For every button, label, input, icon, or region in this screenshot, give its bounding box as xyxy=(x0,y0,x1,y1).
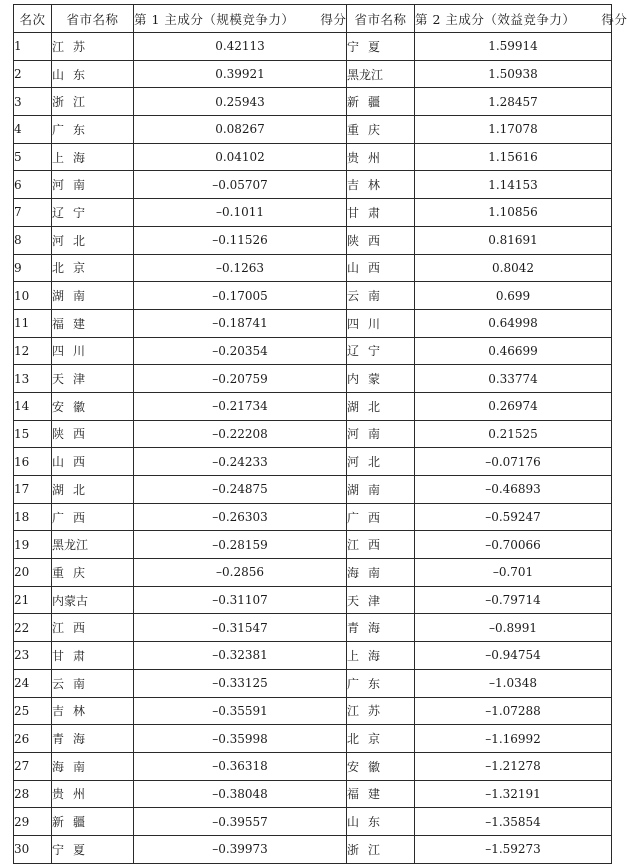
rank-cell: 7 xyxy=(14,199,52,227)
province-1-cell: 内蒙古 xyxy=(52,586,134,614)
rank-cell: 20 xyxy=(14,559,52,587)
header-score-2-suffix: 得分 xyxy=(601,11,627,27)
score-1-cell: 0.42113 xyxy=(134,33,347,61)
rank-cell: 4 xyxy=(14,116,52,144)
province-2-cell: 安徽 xyxy=(347,752,415,780)
header-score-2-label: 第 2 主成分（效益竞争力） xyxy=(415,11,576,27)
province-1-cell: 陕西 xyxy=(52,420,134,448)
province-2-cell: 北京 xyxy=(347,725,415,753)
table-row xyxy=(14,420,612,448)
score-1-cell: –0.31547 xyxy=(134,614,347,642)
province-1-cell: 山东 xyxy=(52,60,134,88)
province-1-cell: 辽宁 xyxy=(52,199,134,227)
score-2-cell: –1.0348 xyxy=(415,669,612,697)
province-2-cell: 辽宁 xyxy=(347,337,415,365)
province-2-cell: 内蒙 xyxy=(347,365,415,393)
rank-cell: 28 xyxy=(14,780,52,808)
province-2-cell: 甘肃 xyxy=(347,199,415,227)
province-2-cell: 青海 xyxy=(347,614,415,642)
rank-cell: 10 xyxy=(14,282,52,310)
rank-cell: 2 xyxy=(14,60,52,88)
rank-cell: 17 xyxy=(14,476,52,504)
province-1-cell: 山西 xyxy=(52,448,134,476)
province-2-cell: 四川 xyxy=(347,309,415,337)
province-1-cell: 河北 xyxy=(52,226,134,254)
rank-cell: 30 xyxy=(14,835,52,863)
province-1-cell: 广东 xyxy=(52,116,134,144)
rank-cell: 14 xyxy=(14,392,52,420)
table-row xyxy=(14,88,612,116)
table-row xyxy=(14,199,612,227)
score-1-cell: 0.08267 xyxy=(134,116,347,144)
table-row xyxy=(14,392,612,420)
province-2-cell: 上海 xyxy=(347,642,415,670)
province-2-cell: 河北 xyxy=(347,448,415,476)
score-2-cell: –1.35854 xyxy=(415,808,612,836)
rank-cell: 26 xyxy=(14,725,52,753)
header-rank: 名次 xyxy=(14,5,52,33)
score-1-cell: –0.17005 xyxy=(134,282,347,310)
province-2-cell: 云南 xyxy=(347,282,415,310)
table-row xyxy=(14,531,612,559)
table-body xyxy=(14,33,612,864)
province-2-cell: 广西 xyxy=(347,503,415,531)
province-2-cell: 吉林 xyxy=(347,171,415,199)
province-1-cell: 青海 xyxy=(52,725,134,753)
province-2-cell: 重庆 xyxy=(347,116,415,144)
table-row xyxy=(14,503,612,531)
score-1-cell: 0.04102 xyxy=(134,143,347,171)
rank-cell: 22 xyxy=(14,614,52,642)
header-score-2 xyxy=(415,5,627,33)
table-row xyxy=(14,448,612,476)
province-2-cell: 山东 xyxy=(347,808,415,836)
rank-cell: 12 xyxy=(14,337,52,365)
score-1-cell: –0.22208 xyxy=(134,420,347,448)
province-1-cell: 云南 xyxy=(52,669,134,697)
table-row xyxy=(14,143,612,171)
province-1-cell: 湖北 xyxy=(52,476,134,504)
score-1-cell: –0.33125 xyxy=(134,669,347,697)
score-1-cell: –0.11526 xyxy=(134,226,347,254)
rank-cell: 9 xyxy=(14,254,52,282)
table-row xyxy=(14,226,612,254)
rank-cell: 29 xyxy=(14,808,52,836)
province-1-cell: 重庆 xyxy=(52,559,134,587)
score-2-cell: –0.79714 xyxy=(415,586,612,614)
score-1-cell: –0.24875 xyxy=(134,476,347,504)
table-row xyxy=(14,116,612,144)
province-2-cell: 河南 xyxy=(347,420,415,448)
ranking-table xyxy=(13,4,627,864)
score-2-cell: –0.701 xyxy=(415,559,612,587)
score-2-cell: –0.94754 xyxy=(415,642,612,670)
province-1-cell: 浙江 xyxy=(52,88,134,116)
score-1-cell: –0.2856 xyxy=(134,559,347,587)
province-1-cell: 天津 xyxy=(52,365,134,393)
province-2-cell: 宁夏 xyxy=(347,33,415,61)
score-2-cell: 1.10856 xyxy=(415,199,612,227)
table-row xyxy=(14,33,612,61)
table-row xyxy=(14,309,612,337)
score-1-cell: –0.38048 xyxy=(134,780,347,808)
score-2-cell: 1.17078 xyxy=(415,116,612,144)
rank-cell: 6 xyxy=(14,171,52,199)
rank-cell: 1 xyxy=(14,33,52,61)
rank-cell: 15 xyxy=(14,420,52,448)
score-2-cell: 0.21525 xyxy=(415,420,612,448)
score-1-cell: –0.35591 xyxy=(134,697,347,725)
province-1-cell: 吉林 xyxy=(52,697,134,725)
rank-cell: 5 xyxy=(14,143,52,171)
table-row xyxy=(14,60,612,88)
score-1-cell: 0.25943 xyxy=(134,88,347,116)
province-2-cell: 湖北 xyxy=(347,392,415,420)
header-province-2: 省市名称 xyxy=(347,5,415,33)
province-1-cell: 四川 xyxy=(52,337,134,365)
score-1-cell: –0.32381 xyxy=(134,642,347,670)
score-1-cell: –0.24233 xyxy=(134,448,347,476)
province-2-cell: 陕西 xyxy=(347,226,415,254)
province-2-cell: 海南 xyxy=(347,559,415,587)
table-row xyxy=(14,642,612,670)
province-2-cell: 天津 xyxy=(347,586,415,614)
score-1-cell: –0.21734 xyxy=(134,392,347,420)
score-2-cell: 0.64998 xyxy=(415,309,612,337)
header-score-1-suffix: 得分 xyxy=(320,11,347,27)
score-2-cell: 0.26974 xyxy=(415,392,612,420)
score-2-cell: 1.15616 xyxy=(415,143,612,171)
score-2-cell: –0.70066 xyxy=(415,531,612,559)
score-2-cell: –0.8991 xyxy=(415,614,612,642)
rank-cell: 13 xyxy=(14,365,52,393)
province-1-cell: 湖南 xyxy=(52,282,134,310)
header-row xyxy=(14,5,612,33)
score-2-cell: 0.33774 xyxy=(415,365,612,393)
rank-cell: 25 xyxy=(14,697,52,725)
header-score-1 xyxy=(134,5,347,33)
table-row xyxy=(14,337,612,365)
table-row xyxy=(14,586,612,614)
score-2-cell: 1.14153 xyxy=(415,171,612,199)
score-2-cell: 0.81691 xyxy=(415,226,612,254)
province-2-cell: 山西 xyxy=(347,254,415,282)
score-2-cell: –1.16992 xyxy=(415,725,612,753)
score-1-cell: –0.28159 xyxy=(134,531,347,559)
table-row xyxy=(14,780,612,808)
province-1-cell: 海南 xyxy=(52,752,134,780)
table-row xyxy=(14,725,612,753)
score-2-cell: 0.8042 xyxy=(415,254,612,282)
score-2-cell: –0.07176 xyxy=(415,448,612,476)
score-2-cell: 1.28457 xyxy=(415,88,612,116)
rank-cell: 19 xyxy=(14,531,52,559)
rank-cell: 24 xyxy=(14,669,52,697)
province-1-cell: 江苏 xyxy=(52,33,134,61)
score-2-cell: 0.46699 xyxy=(415,337,612,365)
province-2-cell: 福建 xyxy=(347,780,415,808)
province-1-cell: 贵州 xyxy=(52,780,134,808)
score-1-cell: –0.31107 xyxy=(134,586,347,614)
score-1-cell: –0.39557 xyxy=(134,808,347,836)
province-1-cell: 黑龙江 xyxy=(52,531,134,559)
table-row xyxy=(14,559,612,587)
province-1-cell: 上海 xyxy=(52,143,134,171)
table-row xyxy=(14,614,612,642)
score-2-cell: 1.50938 xyxy=(415,60,612,88)
score-2-cell: –1.32191 xyxy=(415,780,612,808)
score-2-cell: 1.59914 xyxy=(415,33,612,61)
rank-cell: 23 xyxy=(14,642,52,670)
score-2-cell: –1.21278 xyxy=(415,752,612,780)
score-1-cell: –0.20354 xyxy=(134,337,347,365)
rank-cell: 8 xyxy=(14,226,52,254)
score-1-cell: –0.20759 xyxy=(134,365,347,393)
province-1-cell: 河南 xyxy=(52,171,134,199)
province-1-cell: 新疆 xyxy=(52,808,134,836)
province-1-cell: 江西 xyxy=(52,614,134,642)
score-1-cell: –0.1263 xyxy=(134,254,347,282)
score-1-cell: –0.18741 xyxy=(134,309,347,337)
score-1-cell: 0.39921 xyxy=(134,60,347,88)
table-row xyxy=(14,476,612,504)
score-2-cell: 0.699 xyxy=(415,282,612,310)
rank-cell: 3 xyxy=(14,88,52,116)
province-1-cell: 福建 xyxy=(52,309,134,337)
province-2-cell: 浙江 xyxy=(347,835,415,863)
province-1-cell: 广西 xyxy=(52,503,134,531)
province-2-cell: 江西 xyxy=(347,531,415,559)
rank-cell: 27 xyxy=(14,752,52,780)
score-1-cell: –0.05707 xyxy=(134,171,347,199)
score-1-cell: –0.35998 xyxy=(134,725,347,753)
province-1-cell: 甘肃 xyxy=(52,642,134,670)
province-1-cell: 宁夏 xyxy=(52,835,134,863)
header-province-1: 省市名称 xyxy=(52,5,134,33)
table-row xyxy=(14,669,612,697)
rank-cell: 11 xyxy=(14,309,52,337)
province-2-cell: 湖南 xyxy=(347,476,415,504)
table-header xyxy=(14,5,627,33)
province-2-cell: 新疆 xyxy=(347,88,415,116)
table-row xyxy=(14,282,612,310)
score-2-cell: –1.07288 xyxy=(415,697,612,725)
score-2-cell: –0.46893 xyxy=(415,476,612,504)
score-2-cell: –0.59247 xyxy=(415,503,612,531)
rank-cell: 21 xyxy=(14,586,52,614)
table-row xyxy=(14,697,612,725)
score-1-cell: –0.1011 xyxy=(134,199,347,227)
score-2-cell: –1.59273 xyxy=(415,835,612,863)
score-1-cell: –0.26303 xyxy=(134,503,347,531)
table-row xyxy=(14,835,612,863)
table-row xyxy=(14,808,612,836)
province-1-cell: 安徽 xyxy=(52,392,134,420)
province-1-cell: 北京 xyxy=(52,254,134,282)
table-row xyxy=(14,254,612,282)
province-2-cell: 黑龙江 xyxy=(347,60,415,88)
score-1-cell: –0.36318 xyxy=(134,752,347,780)
table-row xyxy=(14,752,612,780)
header-score-1-label: 第 1 主成分（规模竞争力） xyxy=(134,11,295,27)
score-1-cell: –0.39973 xyxy=(134,835,347,863)
table-row xyxy=(14,171,612,199)
province-2-cell: 贵州 xyxy=(347,143,415,171)
rank-cell: 16 xyxy=(14,448,52,476)
province-2-cell: 广东 xyxy=(347,669,415,697)
rank-cell: 18 xyxy=(14,503,52,531)
table-row xyxy=(14,365,612,393)
province-2-cell: 江苏 xyxy=(347,697,415,725)
